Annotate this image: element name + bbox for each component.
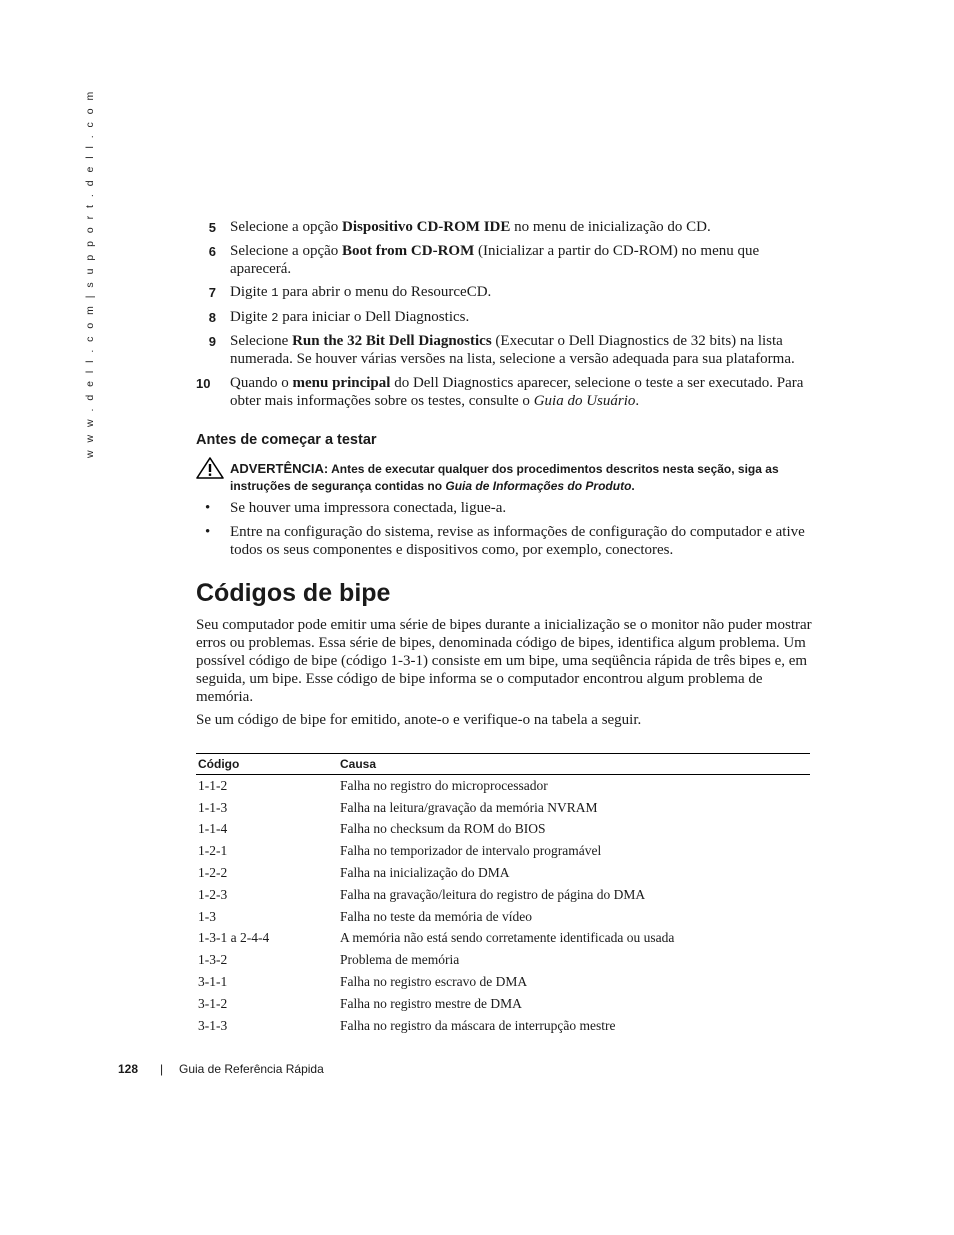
step-option: Boot from CD-ROM [342,242,475,259]
table-header-row [196,754,810,775]
cell-cause: Falha no temporizador de intervalo programável [340,843,602,859]
footer-separator: | [160,1062,164,1076]
page-footer [118,1062,324,1076]
cell-cause: Falha no registro escravo de DMA [340,974,528,990]
table-row [196,906,810,928]
step-option: Dispositivo CD-ROM IDE [342,219,511,235]
step-10 [196,374,816,410]
step-number: 8 [208,309,216,325]
cell-cause: Falha na inicialização do DMA [340,865,510,881]
step-6 [196,242,816,278]
cell-code: 1-2-1 [198,843,228,859]
table-row [196,928,810,950]
step-7 [196,283,816,302]
step-code: 2 [271,310,279,325]
table-row [196,971,810,993]
table-row [196,993,810,1015]
step-text: Selecione [230,333,293,349]
bullet-icon: • [205,524,211,540]
cell-code: 1-3 [198,908,216,924]
step-8 [196,308,816,327]
warning-reference: Guia de Informações do Produto [445,479,632,493]
step-text: Selecione a opção [230,242,343,259]
list-item [196,523,816,559]
section-title: Códigos de bipe [196,579,391,607]
step-text: (Executar o Dell Diagnostics de 32 bits) na lista numerada. Se houver várias versões na lista, selecione a versão adequada para sua plataforma. [230,333,795,367]
cell-cause: Falha na gravação/leitura do registro de página do DMA [340,886,646,902]
cell-code: 1-3-2 [198,952,228,968]
cell-code: 1-2-2 [198,865,228,881]
step-9 [196,332,816,368]
warning-body: Antes de executar qualquer dos procedimentos descritos nesta seção, siga as instruções de segurança contidas no [230,462,779,493]
step-text: Digite [230,308,272,325]
subheading: Antes de começar a testar [196,432,377,448]
intro-paragraph: Seu computador pode emitir uma série de bipes durante a inicialização se o monitor não puder mostrar erros ou problemas. Essa série de bipes, denominada código de bipes, identifica algum problema. Um possível código de bipe (código 1-3-1) consiste em um bipe, uma seqüência rápida de três bipes e, em seguida, um bipe. Esse código de bipe informa se o computador encontrou algum problema de memória. [196,617,812,705]
cell-cause: Falha no registro mestre de DMA [340,995,522,1011]
step-text: para abrir o menu do ResourceCD. [278,284,492,300]
side-url: w w w . d e l l . c o m | s u p p o r t . d e l l . c o m [84,89,96,458]
table-row [196,1015,810,1037]
table-row [196,819,810,841]
cell-cause: A memória não está sendo corretamente identificada ou usada [340,930,675,946]
table-row [196,949,810,971]
cell-code: 3-1-3 [198,1017,228,1033]
step-option: Run the 32 Bit Dell Diagnostics [292,333,492,349]
step-text: . [635,392,640,409]
bullet-icon: • [205,500,211,516]
step-reference: Guia do Usuário [533,392,636,409]
table-row [196,840,810,862]
cell-code: 3-1-2 [198,995,228,1011]
table-row [196,862,810,884]
warning-box [196,457,796,495]
beep-code-table [196,753,810,1037]
step-text: Digite [230,284,272,300]
step-number: 5 [208,220,216,235]
step-number: 6 [208,243,216,259]
instruction-paragraph: Se um código de bipe for emitido, anote-o e verifique-o na tabela a seguir. [196,712,642,728]
table-row [196,884,810,906]
step-text: Selecione a opção [230,219,343,235]
step-number: 7 [208,285,216,300]
steps-list [196,218,816,415]
bullet-list [196,499,816,565]
cell-code: 1-2-3 [198,886,228,902]
column-header-cause: Causa [338,754,810,775]
table-row [196,797,810,819]
cell-cause: Falha no registro da máscara de interrupção mestre [340,1017,616,1033]
step-text: para iniciar o Dell Diagnostics. [278,308,470,325]
cell-cause: Falha na leitura/gravação da memória NVRAM [340,799,598,815]
warning-label: ADVERTÊNCIA: [230,461,329,476]
step-option: menu principal [292,374,391,391]
warning-icon [196,457,224,479]
warning-text [230,457,796,495]
list-item [196,499,816,517]
cell-code: 3-1-1 [198,974,228,990]
cell-code: 1-3-1 a 2-4-4 [198,930,270,946]
bullet-text: Se houver uma impressora conectada, ligue-a. [230,500,507,516]
cell-code: 1-1-3 [198,799,228,815]
cell-code: 1-1-4 [198,821,228,837]
step-number: 10 [196,375,211,391]
page-number: 128 [118,1062,139,1076]
step-text: Quando o [230,374,293,391]
cell-cause: Falha no teste da memória de vídeo [340,908,532,924]
cell-cause: Problema de memória [340,952,460,968]
step-number: 9 [208,334,216,349]
cell-code: 1-1-2 [198,777,228,793]
step-text: do Dell Diagnostics aparecer, selecione o teste a ser executado. Para obter mais informações sobre os testes, consulte o [230,374,804,409]
warning-end: . [631,479,635,493]
step-text: no menu de inicialização do CD. [510,219,711,235]
footer-title: Guia de Referência Rápida [179,1062,324,1076]
table-row [196,775,810,797]
step-5 [196,218,816,236]
cell-cause: Falha no registro do microprocessador [340,777,548,793]
step-text: (Inicializar a partir do CD-ROM) no menu que aparecerá. [230,242,760,277]
step-code: 1 [271,286,279,300]
cell-cause: Falha no checksum da ROM do BIOS [340,821,546,837]
column-header-code: Código [196,754,338,775]
bullet-text: Entre na configuração do sistema, revise as informações de configuração do computador e ative todos os seus componentes e dispositivos como, por exemplo, conectores. [230,524,805,558]
